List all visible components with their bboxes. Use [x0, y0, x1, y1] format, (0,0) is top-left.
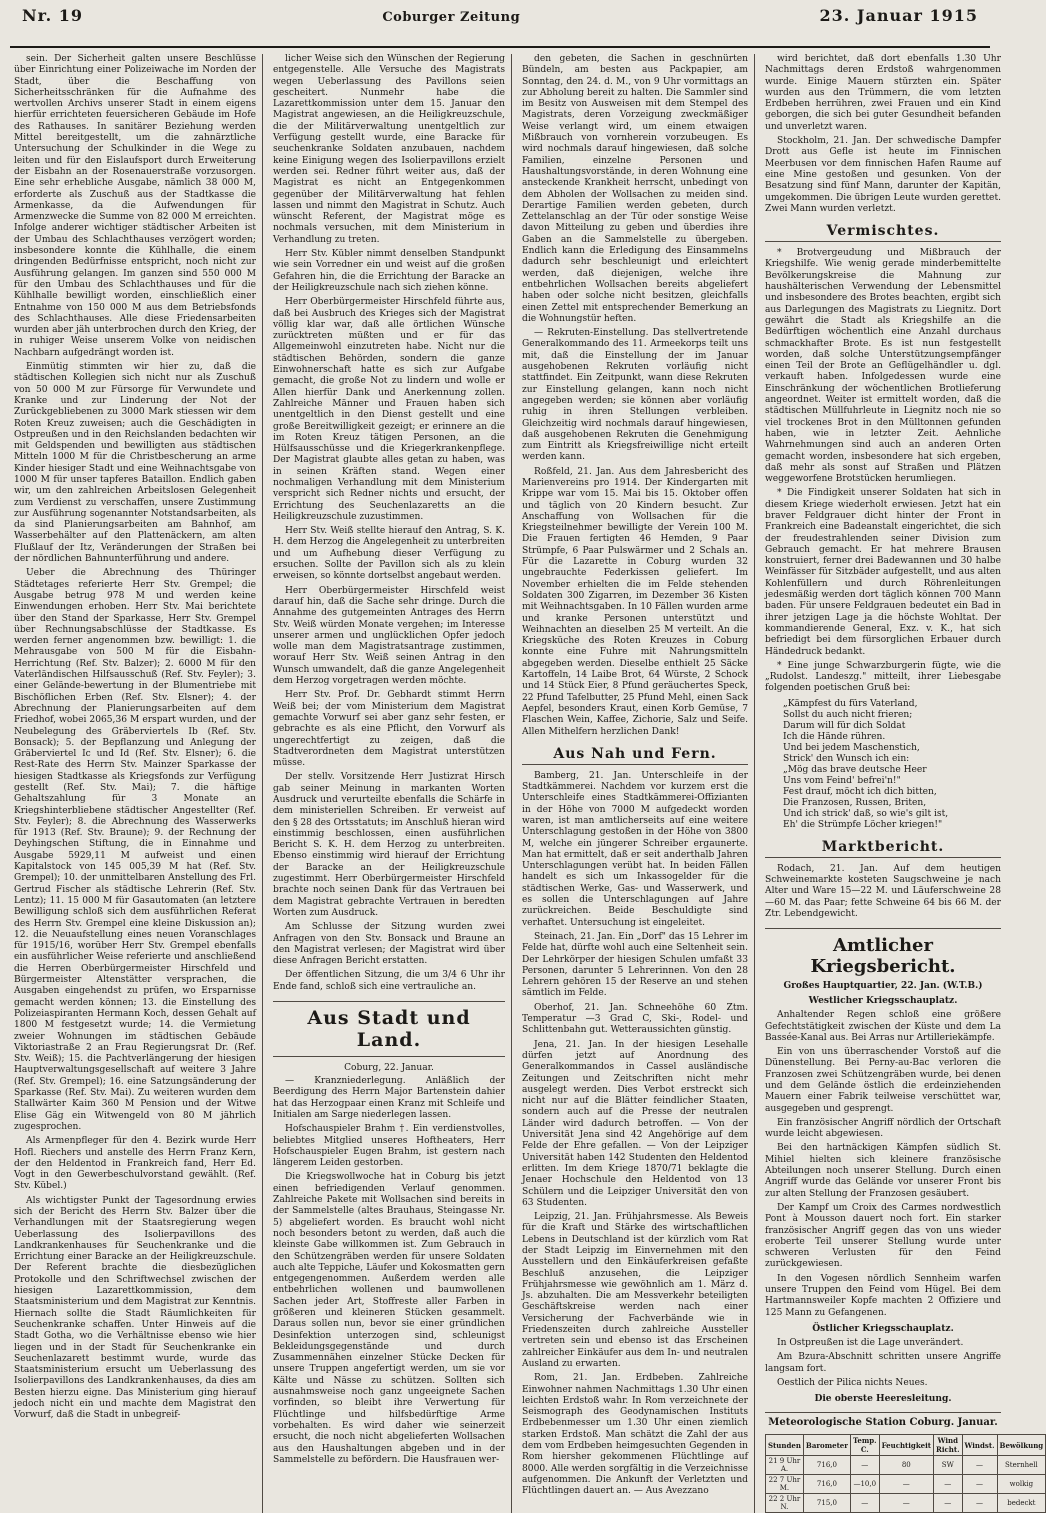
table-cell: —	[850, 1494, 879, 1513]
signature: Die oberste Heeresleitung.	[814, 1393, 952, 1405]
table-cell: 22 2 Uhr N.	[766, 1494, 804, 1513]
table-cell: 716,0	[803, 1456, 850, 1475]
table-row	[766, 1456, 1046, 1475]
paragraph: * Brotvergeudung und Mißbrauch der Kriegshilfe. Wie wenig gerade minderbemittelte Bevölkerungskreise die Mahnung zur haushälterischen Verwendung der Lebensmittel und insbesondere des Brotes beachten, ergibt sich aus Darlegungen des Magistrats zu Liegnitz. Dort gewährt die Stadt als Kriegshilfe an die Bedürftigen wöchentlich eine Anzahl durchaus schmackhafter Brote. Es ist nun festgestellt worden, daß solche Unterstützungsempfänger einen Teil der Brote an Geflügelhändler u. dgl. verkauft haben. Infolgedessen wurde eine Einschränkung der wöchentlichen Brotlieferung angeordnet. Weiter ist ermittelt worden, daß die städtischen Müllfuhrleute in Liegnitz noch nie so viel trockenes Brot in den Mülltonnen gefunden haben, wie in letzter Zeit. Aehnliche Wahrnehmungen sind auch an anderen Orten gemacht worden, insbesondere hat sich ergeben, daß mehr als sonst auf Straßen und Plätzen weggeworfene Brotstücken herumliegen.	[765, 248, 1001, 485]
paragraph: Ein französischer Angriff nördlich der Ortschaft wurde leicht abgewiesen.	[765, 1117, 1001, 1140]
column-1	[10, 54, 263, 1513]
paragraph: Oberhof, 21. Jan. Schneehöhe 60 Ztm. Temperatur —3 Grad C, Ski-, Rodel- und Schlittenbahn gut. Wetteraussichten günstig.	[522, 1002, 748, 1036]
paragraph: sein. Der Sicherheit galten unsere Beschlüsse über Einrichtung einer Polizeiwache im Norden der Stadt, über die Beschaffung von Sicherheitsschränken für die Aufnahme des wertvollen Archivs unserer Stadt in einem eigens hierfür errichteten feuersicheren Gebäude im Hofe des Rathauses. In sanitärer Beziehung werden Mittel bereitgestellt, um die zahnärztliche Untersuchung der Schulkinder in die Wege zu leiten und für den Eislaufsport durch Erweiterung der Eisbahn an der Rosenauerstraße vorzusorgen. Eine sehr erhebliche Ausgabe, nämlich 38 000 M, erforderte als Zuschuß aus der Stadtkasse die Armenkasse, da die Aufwendungen für Armenzwecke die Summe von 82 000 M erreichten. Infolge anderer wichtiger städtischer Arbeiten ist der Umbau des Schlachthauses verzögert worden; insbesondere konnte die Kühlhalle, die einem dringenden Bedürfnisse entspricht, noch nicht zur Ausführung gelangen. Im ganzen sind 550 000 M für den Umbau des Schlachthauses und für die Kühlhalle bewilligt worden, einschließlich einer Entnahme von 150 000 M aus dem Betriebsfonds des Schlachthauses. Alle diese Friedensarbeiten wurden aber jäh unterbrochen durch den Krieg, der in ruhiger Weise unserem Volke von neidischen Nachbarn aufgedrängt worden ist.	[14, 54, 256, 358]
table-cell: 21 9 Uhr A.	[766, 1456, 804, 1475]
poem	[765, 699, 1001, 831]
poem-line: Und bei jedem Maschenstich,	[783, 742, 920, 753]
paragraph: Steinach, 21. Jan. Ein „Dorf" das 15 Lehrer im Felde hat, dürfte wohl auch eine Seltenheit sein. Der Lehrkörper der hiesigen Schulen umfaßt 33 Personen, darunter 5 Lehrerinnen. Von den 28 Lehrern gehören 15 der Reserve an und stehen sämtlich im Felde.	[522, 931, 748, 999]
table-row	[766, 1475, 1046, 1494]
table-cell: —	[934, 1494, 963, 1513]
table-cell: SW	[934, 1456, 963, 1475]
paragraph: Herr Oberbürgermeister Hirschfeld führte aus, daß bei Ausbruch des Krieges sich der Magistrat völlig klar war, daß alle örtlichen Wünsche zurücktreten müßten und er für das Allgemeinwohl einzutreten habe. Nicht nur die städtischen Behörden, sondern die ganze Einwohnerschaft hatte es sich zur Aufgabe gemacht, die große Not zu lindern und wolle er Allen hierfür Dank und Anerkennung zollen. Zahlreiche Männer und Frauen haben sich unentgeltlich in den Dienst gestellt und eine große Bereitwilligkeit gezeigt; er erinnere an die im Roten Kreuz tätigen Personen, an die Hülfsausschüsse und die Kriegerkrankenpflege. Der Magistrat glaubte alles getan zu haben, was in seinen Kräften stand. Wegen einer nochmaligen Verhandlung mit dem Ministerium verspricht sich Redner nichts und ersucht, der Errichtung des Seuchenlazaretts an die Heiligkreuzschule zuzustimmen.	[273, 297, 505, 522]
poem-line: Sollst du auch nicht frieren;	[783, 709, 913, 720]
section-heading-kriegsbericht: Amtlicher Kriegsbericht.	[765, 928, 1001, 977]
weather-station-title: Meteorologische Station Coburg. Januar.	[765, 1412, 1001, 1428]
paragraph: Als wichtigster Punkt der Tagesordnung erwies sich der Bericht des Herrn Stv. Balzer über die Verhandlungen mit der Staatsregierung wegen Ueberlassung des Isolierpavillons des Landkrankenhauses für Seuchenkranke und die Errichtung einer Baracke an der Heiligkreuzschule. Der Referent brachte die diesbezüglichen Protokolle und den Schriftwechsel zwischen der hiesigen Lazarettkommission, dem Staatsministerium und dem Magistrat zur Kenntnis. Hiernach sollte die Stadt Räumlichkeiten für Seuchenkranke schaffen. Unter Hinweis auf die Stadt Gotha, wo die Verhältnisse ebenso wie hier liegen und in der Stadt für Seuchenkranke ein Seuchenlazarett bestimmt wurde, wurde das Staatsministerium ersucht um Ueberlassung des Isolierpavillons des Landkrankenhauses, da dies am Besten hierzu eigne. Das Ministerium ging hierauf jedoch nicht ein und machte dem Magistrat den Vorwurf, daß die Stadt in unbegreif-	[14, 1195, 256, 1421]
paragraph: Hofschauspieler Brahm †. Ein verdienstvolles, beliebtes Mitglied unseres Hoftheaters, Herr Hofschauspieler Eugen Brahm, ist gestern nach längerem Leiden gestorben.	[273, 1124, 505, 1169]
poem-line: Uns vom Feind' befrei'n!"	[783, 775, 901, 786]
subheading-east: Östlicher Kriegsschauplatz.	[812, 1322, 954, 1334]
poem-line: „Kämpfest du fürs Vaterland,	[783, 698, 918, 709]
subheading-west: Westlicher Kriegsschauplatz.	[808, 995, 958, 1007]
issue-number: Nr. 19	[22, 6, 83, 25]
paragraph: — Kranzniederlegung. Anläßlich der Beerdigung des Herrn Major Bartenstein dahier hat das Herzogpaar einen Kranz mit Schleife und Initialen am Sarge niederlegen lassen.	[273, 1076, 505, 1120]
paragraph: Jena, 21. Jan. In der hiesigen Lesehalle dürfen jetzt auf Anordnung des Generalkommandos in Cassel ausländische Zeitungen und Zeitschriften nicht mehr ausgelegt werden. Dies Verbot erstreckt sich nicht nur auf die Blätter feindlicher Staaten, sondern auch auf die Presse der neutralen Länder wird dadurch betroffen. — Von der Universität Jena sind 42 Angehörige auf dem Felde der Ehre gefallen. — Von der Leipziger Universität haben 142 Studenten den Heldentod erlitten. Im dem Kriege 1870/71 beklagte die Jenaer Hochschule den Heldentod von 13 Schülern und die Leipziger Universität den von 63 Studenten.	[522, 1039, 748, 1208]
table-cell: —10,0	[850, 1475, 879, 1494]
paragraph: Am Bzura-Abschnitt schritten unsere Angriffe langsam fort.	[765, 1352, 1001, 1374]
table-cell: Sternhell	[997, 1456, 1046, 1475]
table-cell: —	[850, 1456, 879, 1475]
table-cell: 80	[879, 1456, 933, 1475]
paragraph: Einmütig stimmten wir hier zu, daß die städtischen Kollegien sich nicht nur als Zuschuß von 50 000 M zur Fürsorge für Verwundete und Kranke und zur Linderung der Not der Zurückgebliebenen zu 3000 Mark stiessen wir dem Roten Kreuz zuweisen; auch die Geschädigten in Ostpreußen und in den Reichslanden bedachten wir mit Geldspenden und bewilligten aus städtischen Mitteln 1000 M für die Christbescherung an arme Kinder hiesiger Stadt und eine Weihnachtsgabe von 1000 M für unser tapferes Bataillon. Endlich gaben wir, um den zahlreichen Arbeitslosen Gelegenheit zum Verdienst zu verschaffen, unsere Zustimmung zur Ausführung sogenannter Notstandsarbeiten, als da sind Planierungsarbeiten am Bahnhof, am Wasserbehälter auf den Plattenäckern, am alten Flußlauf der Itz, Veränderungen der Straßen bei der nördlichen Bahnunterführung und andere.	[14, 362, 256, 565]
columns	[10, 54, 1044, 1512]
paragraph: Bamberg, 21. Jan. Unterschleife in der Stadtkämmerei. Nachdem vor kurzem erst die Unterschleife eines Stadtkämmerei-Offizianten in der Höhe von 7000 M aufgedeckt worden waren, ist man amtlicherseits auf eine weitere Unterschlagung gestoßen in der Höhe von 3800 M, welche ein jüngerer Schreiber ergaunerte. Man hat ermittelt, daß er seit anderthalb Jahren Unterschlagungen verübt hat. In beiden Fällen handelt es sich um Inkassogelder für die städtischen Werke, Gas- und Wasserwerk, und es sollen die Unterschlagungen auf Jahre zurückreichen. Beide Beschuldigte sind verhaftet. Untersuchung ist eingeleitet.	[522, 770, 748, 928]
poem-line: Die Franzosen, Russen, Briten,	[783, 797, 927, 808]
paragraph: Bei den hartnäckigen Kämpfen südlich St. Mihiel hielten sich kleinere französische Abteilungen noch unserer Stellung. Durch einen Angriff wurde das Gelände vor unserer Front bis zur alten Stellung der Franzosen gesäubert.	[765, 1143, 1001, 1199]
paragraph: In Ostpreußen ist die Lage unverändert.	[777, 1337, 964, 1348]
table-header-row	[766, 1435, 1046, 1456]
masthead	[10, 6, 990, 48]
dateline: Coburg, 22. Januar.	[344, 1063, 434, 1074]
table-cell: 22 7 Uhr M.	[766, 1475, 804, 1494]
paragraph: Als Armenpfleger für den 4. Bezirk wurde Herr Hofl. Riechers und anstelle des Herrn Franz Kern, der den Heldentod in Frankreich fand, Herr Ed. Vogt in den Gewerbeschulvorstand gewählt. (Ref. Stv. Kübel.)	[14, 1136, 256, 1192]
table-cell: 715,0	[803, 1494, 850, 1513]
table-row	[766, 1494, 1046, 1513]
paragraph: In den Vogesen nördlich Sennheim warfen unsere Truppen den Feind vom Hügel. Bei dem Hartmannsweiler Kopfe machten 2 Offiziere und 125 Mann zu Gefangenen.	[765, 1273, 1001, 1318]
section-heading-nah-und-fern: Aus Nah und Fern.	[522, 746, 748, 765]
issue-date: 23. Januar 1915	[819, 6, 978, 25]
section-heading-marktbericht: Marktbericht.	[765, 839, 1001, 858]
section-heading-vermischtes: Vermischtes.	[765, 223, 1001, 242]
table-header-cell: Barometer	[803, 1435, 850, 1456]
paragraph: Der stellv. Vorsitzende Herr Justizrat Hirsch gab seiner Meinung in markanten Worten Ausdruck und verurteilte ebenfalls die Schärfe in dem ministeriellen Schreiben. Er verweist auf den § 28 des Ortsstatuts; im Anschluß hieran wird einstimmig beschlossen, einen ausführlichen Bericht S. K. H. dem Herzog zu unterbreiten. Ebenso einstimmig wird hierauf der Errichtung der Baracke an der Heiligkreuzschule zugestimmt. Herr Oberbürgermeister Hirschfeld brachte noch seinen Dank für das Vertrauen bei dem Magistrat gebrachte Vertrauen in beredten Worten zum Ausdruck.	[273, 772, 505, 918]
paragraph: Leipzig, 21. Jan. Frühjahrsmesse. Als Beweis für die Kraft und Stärke des wirtschaftlichen Lebens in Deutschland ist der kürzlich vom Rat der Stadt Leipzig im Einvernehmen mit den Ausstellern und den Einkäuferkreisen gefaßte Beschluß anzusehen, die Leipziger Frühjahrsmesse wie gewöhnlich am 1. März d. Js. abzuhalten. Die am Messverkehr beteiligten Geschäftskreise werden nach einer Versicherung der Fachverbände wie in Friedenszeiten durch zahlreiche Aussteller vertreten sein und ebenso ist das Erscheinen zahlreicher Einkäufer aus dem In- und neutralen Ausland zu erwarten.	[522, 1212, 748, 1369]
weather-table	[765, 1434, 1046, 1513]
table-cell: —	[879, 1494, 933, 1513]
table-cell: —	[962, 1456, 997, 1475]
section-heading-stadt-und-land: Aus Stadt und Land.	[273, 1001, 505, 1057]
paragraph: Die Kriegswollwoche hat in Coburg bis jetzt einen befriedigenden Verlauf genommen. Zahlreiche Pakete mit Wollsachen sind bereits in der Sammelstelle (altes Brauhaus, Steingasse Nr. 5) abgeliefert worden. Es braucht wohl nicht noch besonders betont zu werden, daß auch die kleinste Gabe willkommen ist. Zum Gebrauch in den Schützengräben werden für unsere Soldaten auch alte Teppiche, Läufer und Kokosmatten gern entgegengenommen. Außerdem werden alle entbehrlichen wollenen und baumwollenen Sachen jeder Art, Stoffreste aller Farben in größeren und kleineren Stücken gesammelt. Daraus sollen nun, bevor sie einer gründlichen Desinfektion unterzogen sind, schleunigst Bekleidungsgegenstände und durch Zusammennähen einzelner Stücke Decken für unsere Truppen angefertigt werden, um sie vor Kälte und Nässe zu schützen. Sollten sich ausnahmsweise noch ganz ungeeignete Sachen vorfinden, so bleibt ihre Verwertung für Flüchtlinge und hilfsbedürftige Arme vorbehalten. Es wird daher wie seinerzeit ersucht, die noch nicht abgelieferten Wollsachen aus den Haushaltungen abgeben und in der Sammelstelle zu befördern. Die Hausfrauen wer-	[273, 1172, 505, 1465]
paragraph: Rom, 21. Jan. Erdbeben. Zahlreiche Einwohner nahmen Nachmittags 1.30 Uhr einen leichten Erdstoß wahr. In Rom verzeichnete der Seismograph des Geodynamischen Instituts Erdbebenmesser um 1.30 Uhr einen ziemlich starken Erdstoß. Man schätzt die Zahl der aus dem vom Erdbeben heimgesuchten Gegenden in Rom hiersher gekommenen Flüchtlinge auf 8000. Alle werden sorgfältig in die Verzeichnisse aufgenommen. Die Ankunft der Verletzten und Flüchtlingen dauert an. — Aus Avezzano	[522, 1373, 748, 1497]
paragraph: Herr Stv. Weiß stellte hierauf den Antrag, S. K. H. dem Herzog die Angelegenheit zu unterbreiten und um Aufhebung dieser Verfügung zu ersuchen. Sollte der Pavillon sich als zu klein erweisen, so könnte dortselbst angebaut werden.	[273, 526, 505, 582]
paragraph: Herr Oberbürgermeister Hirschfeld weist darauf hin, daß die Sache sehr dringe. Durch die Annahme des gutgemeinten Antrages des Herrn Stv. Weiß würden Monate vergehen; im Interesse unserer armen und unglücklichen Opfer jedoch wolle man dem Magistratsantrage zustimmen, worauf Herr Stv. Weiß seinen Antrag in den Wunsch umwandelt, daß die ganze Angelegenheit dem Herzog vorgetragen werden möchte.	[273, 585, 505, 687]
poem-line: „Mög das brave deutsche Heer	[783, 764, 927, 775]
poem-line: Ich die Hände rühren.	[783, 731, 886, 742]
paragraph: wird berichtet, daß dort ebenfalls 1.30 Uhr Nachmittags deren Erdstoß wahrgenommen wurde. Einige Mauern stürzten ein. Später wurden aus den Trümmern, die vom letzten Erdbeben herrühren, zwei Frauen und ein Kind geborgen, die sich bei guter Gesundheit befanden und unverletzt waren.	[765, 54, 1001, 132]
kriegsbericht-source: Großes Hauptquartier, 22. Jan. (W.T.B.)	[783, 981, 983, 992]
column-2	[269, 54, 512, 1513]
table-header-cell: Temp. C.	[850, 1435, 879, 1456]
paragraph: Herr Stv. Prof. Dr. Gebhardt stimmt Herrn Weiß bei; der vom Ministerium dem Magistrat gemachte Vorwurf sei aber ganz sehr festen, er gebrachte es als eine Pflicht, den Vorwurf als ungerechtfertigt zu zeigen, daß die Stadtverordneten dem Magistrat unterstützen müsse.	[273, 690, 505, 769]
paragraph: Anhaltender Regen schloß eine größere Gefechtstätigkeit zwischen der Küste und dem La Bassée-Kanal aus. Bei Arras nur Artilleriekämpfe.	[765, 1010, 1001, 1043]
paragraph: Oestlich der Pilica nichts Neues.	[777, 1377, 928, 1388]
paragraph: licher Weise sich den Wünschen der Regierung entgegenstelle. Alle Versuche des Magistrats wegen Ueberlassung des Pavillons seien gescheitert. Nunmehr habe die Lazarettkommission unter dem 15. Januar den Magistrat angewiesen, an die Heiligkreuzschule, die der Militärverwaltung unentgeltlich zur Verfügung gestellt wurde, eine Baracke für seuchenkranke Soldaten anzubauen, nachdem keine Einigung wegen des Isolierpavillons erzielt werden sei. Redner führt weiter aus, daß der Magistrat es nicht an Entgegenkommen gegenüber der Militärverwaltung hat fehlen lassen und nimmt den Magistrat in Schutz. Auch wünscht Referent, der Magistrat möge es nochmals versuchen, mit dem Ministerium in Verhandlung zu treten.	[273, 54, 505, 245]
newspaper-title: Coburger Zeitung	[382, 10, 521, 25]
table-header-cell: Bewölkung	[997, 1435, 1046, 1456]
table-cell: —	[962, 1494, 997, 1513]
paragraph: * Eine junge Schwarzburgerin fügte, wie die „Rudolst. Landeszg." mitteilt, ihrer Liebesgabe folgenden poetischen Gruß bei:	[765, 660, 1001, 694]
table-header-cell: Wind Richt.	[934, 1435, 963, 1456]
table-cell: —	[934, 1475, 963, 1494]
table-header-cell: Feuchtigkeit	[879, 1435, 933, 1456]
poem-line: Und ich strick' daß, so wie's gilt ist,	[783, 808, 949, 819]
paragraph: Am Schlusse der Sitzung wurden zwei Anfragen von den Stv. Bonsack und Braune an den Magistrat verlesen; der Magistrat wird über diese Anfragen Bericht erstatten.	[273, 922, 505, 967]
poem-line: Eh' die Strümpfe Löcher kriegen!"	[783, 819, 943, 830]
paragraph: Ueber die Abrechnung des Thüringer Städtetages referierte Herr Stv. Grempel; die Ausgabe betrug 978 M und werden keine Einwendungen erhoben. Herr Stv. Mai berichtete über den Stand der Sparkasse, Herr Stv. Grempel über Rechnungsabschlüsse der Stadtkasse. Es werden ferner angenommen bzw. bewilligt: 1. die Mehrausgabe von 500 M für die Eisbahn-Herrichtung (Ref. Stv. Balzer); 2. 6000 M für den Vaterländischen Hilfsausschuß (Ref. Stv. Feyler); 3. einer Gelände-bewertung in der Blumentriebe mit Bischöflichen Erben (Ref. Stv. Elsner); 4. der Abrechnung der Planierungsarbeiten auf dem Friedhof, wobei 2065,36 M erspart wurden, und der Neubelegung des Gräberviertels Ib (Ref. Stv. Bonsack); 5. der Bepflanzung und Anlegung der Gräberviertel Ic und Id (Ref. Stv. Elsner); 6. die Rest-Rate des Herrn Stv. Mainzer Sparkasse der hiesigen Stadtkasse als Kriegsfonds zur Verfügung gestellt (Ref. Stv. Mai); 7. die häftige Gehaltszahlung für 3 Monate an Kriegshinterbliebene städtischer Angestellter (Ref. Stv. Feyler); 8. die Abrechnung des Wasserwerks für 1913 (Ref. Stv. Braune); 9. der Rechnung der Deyhingschen Stiftung, die in Einnahme und Ausgabe 5929,11 M aufweist und einen Kapitalstock von 145 005,39 M hat (Ref. Stv. Grempel); 10. der unmittelbaren Anstellung des Frl. Gertrud Fischer als städtische Lehrerin (Ref. Stv. Lentz); 11. 15 000 M für Gasautomaten (an letztere Bewilligung schloß sich dem ausführlichen Referat des Herrn Stv. Grempel eine kleine Diskussion an); 12. die Neuaufstellung eines neuen Voranschlages für 1915/16, worüber Herr Stv. Grempel ebenfalls ein ausführlicher Weise referierte und anschließend die Herren Oberbürgermeister Hirschfeld und Bürgermeister Altenstätter versprachen, die Ausgaben eingehendst zu prüfen, wo Ersparnisse gemacht werden können; 13. die Einstellung des Polizeiaspiranten Hermann Koch, dessen Gehalt auf 1800 M festgesetzt wurde; 14. die Vermietung zweier Wohnungen im städtischen Gebäude Viktoriastraße 2 an Frau Regierungsrat Dr. (Ref. Stv. Weiß); 15. die Pachtverlängerung der hiesigen Hauptverwaltungsgesellschaft auf weitere 3 Jahre (Ref. Stv. Grempel); 16. eine Satzungsänderung der Sparkasse (Ref. Stv. Mai). Zu weiteren wurden dem Stallwärter Kaim 360 M Pension und der Witwe Elise Gäg ein Witwengeld von 80 M jährlich zugesprochen.	[14, 568, 256, 1132]
paragraph: Rodach, 21. Jan. Auf dem heutigen Schweinemarkte kosteten Saugschweine je nach Alter und Ware 15—22 M. und Läuferschweine 28—60 M. das Paar; fette Schweine 64 bis 66 M. der Ztr. Lebendgewicht.	[765, 863, 1001, 919]
paragraph: Der Kampf um Croix des Carmes nordwestlich Pont à Mousson dauert noch fort. Ein starker französischer Angriff gegen das von uns wieder eroberte Teil unserer Stellung wurde unter schweren Verlusten für den Feind zurückgewiesen.	[765, 1202, 1001, 1270]
paragraph: * Die Findigkeit unserer Soldaten hat sich in diesem Kriege wiederholt erwiesen. Jetzt hat ein braver Feldgrauer dicht hinter der Front in Frankreich eine Badeanstalt eingerichtet, die sich der freudestrahlenden seiner Division zum Gebrauch gemacht. Er hat mehrere Brausen konstruiert, ferner drei Badewannen und 30 halbe Weinfässer für Sitzbäder aufgestellt, und aus alten Kohlenfüllern und durch Röhrenleitungen jedesmäßig werden dort täglich können 700 Mann baden. Für unsere Feldgrauen bedeutet ein Bad in ihrer jetzigen Lage ja die höchste Wohltat. Der kommandierende General, Exz. v. K., hat sich befriedigt bei dem fürsorglichen Erbauer durch Händedruck bedankt.	[765, 488, 1001, 657]
poem-line: Strick' den Wunsch ich ein:	[783, 753, 910, 764]
column-3	[518, 54, 755, 1513]
table-cell: 716,0	[803, 1475, 850, 1494]
paragraph: — Rekruten-Einstellung. Das stellvertretende Generalkommando des 11. Armeekorps teilt uns mit, daß die Einstellung der im Januar ausgehobenen Rekruten vorläufig nicht stattfindet. Ein Zeitpunkt, wann diese Rekruten zur Einstellung gelangen, kann noch nicht angegeben werden; sie können aber vorläufig ruhig in ihren Stellungen verbleiben. Gleichzeitig wird nochmals darauf hingewiesen, daß ausgehobenen Rekruten die Genehmigung zum Eintritt als Kriegsfreiwillige nicht erteilt werden kann.	[522, 328, 748, 463]
table-cell: —	[879, 1475, 933, 1494]
paragraph: Der öffentlichen Sitzung, die um 3/4 6 Uhr ihr Ende fand, schloß sich eine vertrauliche an.	[273, 970, 505, 992]
paragraph: Ein von uns überraschender Vorstoß auf die Dünenstellung. Bei Perny-au-Bac verloren die Franzosen zwei Schützengräben wurde, bei denen und dem Gelände östlich die erdeinziehenden Mauern einer Fabrik teilweise verschüttet war, ausgegeben und gesprengt.	[765, 1047, 1001, 1114]
table-cell: bedeckt	[997, 1494, 1046, 1513]
paragraph: Roßfeld, 21. Jan. Aus dem Jahresbericht des Marienvereins pro 1914. Der Kindergarten mit Krippe war vom 15. Mai bis 15. Oktober offen und täglich von 20 Kindern besucht. Zur Anschaffung von Wollsachen für die Kriegsteilnehmer bewilligte der Verein 100 M. Die Frauen fertigten 46 Hemden, 9 Paar Strümpfe, 6 Paar Pulswärmer und 2 Schals an. Für die Lazarette in Coburg wurden 32 ungebrauchte Federkissen geliefert. Im November erhielten die im Felde stehenden Soldaten 300 Zigarren, im Dezember 36 Kisten mit Weihnachtsgaben. In 10 Fällen wurden arme und kranke Personen unterstützt und Weihnachten an dieselben 25 M verteilt. An die Kriegsküche des Roten Kreuzes in Coburg konnte eine Fuhre mit Nahrungsmitteln abgegeben werden. Dieselbe enthielt 25 Säcke Kartoffeln, 14 Laibe Brot, 64 Würste, 2 Schock und 14 Stück Eier, 8 Pfund geräuchertes Speck, 22 Pfund Tafelbutter, 25 Pfund Mehl, einen Sack Aepfel, besonders Kraut, einen Korb Gemüse, 7 Flaschen Wein, Kaffee, Zichorie, Salz und Seife. Allen Mithelfern herzlichen Dank!	[522, 466, 748, 737]
table-cell: wolkig	[997, 1475, 1046, 1494]
column-4	[761, 54, 1044, 1513]
table-cell: —	[962, 1475, 997, 1494]
poem-line: Darum will für dich Soldat	[783, 720, 906, 731]
paragraph: Stockholm, 21. Jan. Der schwedische Dampfer Drott aus Gefle ist heute im Finnischen Meerbusen vor dem finnischen Hafen Raume auf eine Mine gestoßen und gesunken. Von der Besatzung sind fünf Mann, darunter der Kapitän, umgekommen. Die übrigen Leute wurden gerettet. Zwei Mann wurden verletzt.	[765, 136, 1001, 214]
table-header-cell: Stunden	[766, 1435, 804, 1456]
table-header-cell: Windst.	[962, 1435, 997, 1456]
paragraph: den gebeten, die Sachen in geschnürten Bündeln, am besten aus Packpapier, am Sonntag, den 24. d. M., von 9 Uhr vormittags an zur Abholung bereit zu halten. Die Sammler sind im Besitz von Ausweisen mit dem Stempel des Magistrats, deren Vorzeigung zweckmäßiger Weise verlangt wird, um einem etwaigen Mißbrauch von vornherein vorzubeugen. Es wird nochmals darauf hingewiesen, daß solche Familien, einzelne Personen und Haushaltungsvorstände, in deren Wohnung eine ansteckende Krankheit herrscht, unbedingt von dem Abholen der Wollsachen zu meiden sind. Derartige Familien werden gebeten, durch Zettelanschlag an der Tür oder sonstige Weise davon Mitteilung zu geben und überdies ihre Gaben an die Sammelstelle zu übergeben. Endlich kann die Erledigung des Einsammelns dadurch sehr beschleunigt und erleichtert werden, daß diejenigen, welche ihre entbehrlichen Wollsachen bereits abgeliefert haben oder solche nicht besitzen, gleichfalls einen Zettel mit entsprechender Bemerkung an die Wohnungstür heften.	[522, 54, 748, 324]
paragraph: Herr Stv. Kübler nimmt denselben Standpunkt wie sein Vorredner ein und weist auf die großen Gefahren hin, die die Errichtung der Baracke an der Heiligkreuzschule nach sich ziehen könne.	[273, 249, 505, 293]
poem-line: Fest drauf, möcht ich dich bitten,	[783, 786, 937, 797]
